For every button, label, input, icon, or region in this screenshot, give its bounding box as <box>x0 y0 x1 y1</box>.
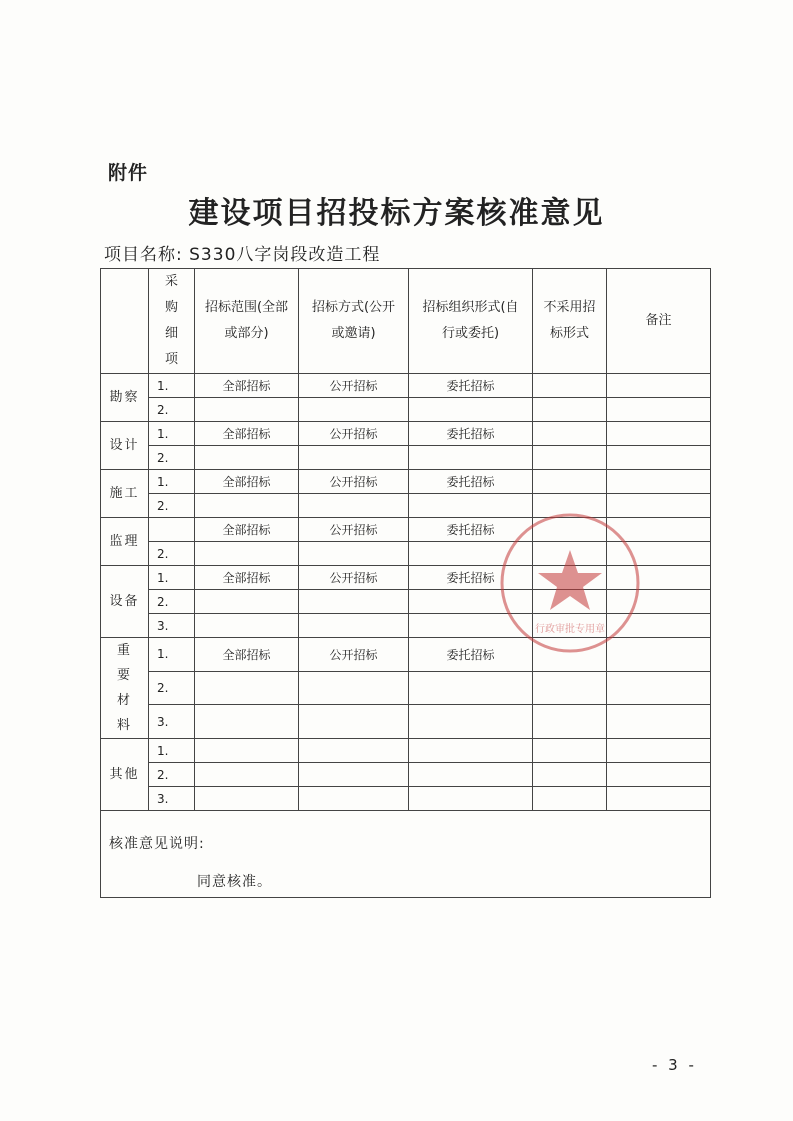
remark-cell <box>607 763 711 787</box>
scope-cell: 全部招标 <box>195 422 299 446</box>
method-cell <box>299 671 409 705</box>
project-label: 项目名称: <box>104 245 183 265</box>
table-row <box>101 739 711 763</box>
nontender-cell <box>533 446 607 470</box>
row-number: 2. <box>149 763 195 787</box>
official-seal <box>497 510 643 656</box>
row-number: 1. <box>149 422 195 446</box>
method-cell <box>299 739 409 763</box>
remark-cell <box>607 422 711 446</box>
scope-cell <box>195 614 299 638</box>
row-number: 2. <box>149 446 195 470</box>
scope-cell <box>195 705 299 739</box>
category-label: 监理 <box>101 518 149 566</box>
row-number: 1. <box>149 374 195 398</box>
seal-text: 行政审批专用章 <box>535 624 605 635</box>
row-number: 1. <box>149 470 195 494</box>
method-cell <box>299 705 409 739</box>
method-cell <box>299 494 409 518</box>
nontender-cell <box>533 763 607 787</box>
header-item: 采购细项 <box>149 269 195 374</box>
seal-star-icon <box>538 550 602 610</box>
row-number: 3. <box>149 705 195 739</box>
method-cell <box>299 763 409 787</box>
table-row <box>101 763 711 787</box>
attachment-label: 附件 <box>108 162 149 184</box>
row-number: 2. <box>149 542 195 566</box>
org-cell: 委托招标 <box>409 470 533 494</box>
scope-cell <box>195 763 299 787</box>
org-cell <box>409 739 533 763</box>
table-row <box>101 398 711 422</box>
row-number: 1. <box>149 566 195 590</box>
scope-cell <box>195 787 299 811</box>
category-label: 其他 <box>101 739 149 811</box>
scope-cell: 全部招标 <box>195 374 299 398</box>
method-cell <box>299 590 409 614</box>
org-cell: 委托招标 <box>409 422 533 446</box>
scope-cell: 全部招标 <box>195 470 299 494</box>
approval-text: 同意核准。 <box>197 874 272 890</box>
table-row <box>101 446 711 470</box>
method-cell: 公开招标 <box>299 422 409 446</box>
org-cell <box>409 763 533 787</box>
header-blank <box>101 269 149 374</box>
table-row <box>101 374 711 398</box>
method-cell <box>299 398 409 422</box>
method-cell <box>299 614 409 638</box>
method-cell: 公开招标 <box>299 374 409 398</box>
method-cell: 公开招标 <box>299 638 409 672</box>
nontender-cell <box>533 671 607 705</box>
scope-cell <box>195 590 299 614</box>
header-nontender: 不采用招标形式 <box>533 269 607 374</box>
header-method: 招标方式(公开或邀请) <box>299 269 409 374</box>
approval-cell <box>101 811 711 898</box>
org-cell: 委托招标 <box>409 566 533 590</box>
nontender-cell <box>533 422 607 446</box>
table-row <box>101 470 711 494</box>
row-number: 2. <box>149 494 195 518</box>
org-cell: 委托招标 <box>409 518 533 542</box>
scope-cell <box>195 739 299 763</box>
method-cell <box>299 787 409 811</box>
approval-row <box>101 811 711 898</box>
org-cell <box>409 398 533 422</box>
scope-cell <box>195 398 299 422</box>
approval-label: 核准意见说明: <box>109 836 205 852</box>
row-number: 2. <box>149 590 195 614</box>
row-number: 3. <box>149 614 195 638</box>
project-name: S330八字岗段改造工程 <box>189 245 381 265</box>
remark-cell <box>607 671 711 705</box>
nontender-cell <box>533 470 607 494</box>
scope-cell: 全部招标 <box>195 566 299 590</box>
nontender-cell <box>533 739 607 763</box>
category-label: 勘察 <box>101 374 149 422</box>
page-number: - 3 - <box>652 1056 697 1074</box>
category-label: 重要材料 <box>101 638 149 739</box>
row-number: 2. <box>149 398 195 422</box>
nontender-cell <box>533 374 607 398</box>
row-number: 2. <box>149 671 195 705</box>
org-cell <box>409 671 533 705</box>
org-cell: 委托招标 <box>409 374 533 398</box>
project-line <box>104 240 380 265</box>
category-label: 施工 <box>101 470 149 518</box>
scope-cell <box>195 446 299 470</box>
scope-cell <box>195 671 299 705</box>
table-row <box>101 787 711 811</box>
header-row <box>101 269 711 374</box>
remark-cell <box>607 374 711 398</box>
scope-cell: 全部招标 <box>195 518 299 542</box>
row-number: 1. <box>149 739 195 763</box>
nontender-cell <box>533 787 607 811</box>
method-cell <box>299 446 409 470</box>
scope-cell: 全部招标 <box>195 638 299 672</box>
remark-cell <box>607 470 711 494</box>
remark-cell <box>607 398 711 422</box>
table-row <box>101 671 711 705</box>
row-number <box>149 518 195 542</box>
header-org: 招标组织形式(自行或委托) <box>409 269 533 374</box>
remark-cell <box>607 787 711 811</box>
method-cell <box>299 542 409 566</box>
scope-cell <box>195 542 299 566</box>
table-row <box>101 705 711 739</box>
org-cell <box>409 705 533 739</box>
table-row <box>101 422 711 446</box>
remark-cell <box>607 739 711 763</box>
header-remark: 备注 <box>607 269 711 374</box>
document-title: 建设项目招投标方案核准意见 <box>188 196 605 231</box>
nontender-cell <box>533 705 607 739</box>
category-label: 设备 <box>101 566 149 638</box>
org-cell <box>409 787 533 811</box>
header-scope: 招标范围(全部或部分) <box>195 269 299 374</box>
nontender-cell <box>533 398 607 422</box>
method-cell: 公开招标 <box>299 566 409 590</box>
org-cell <box>409 446 533 470</box>
org-cell: 委托招标 <box>409 638 533 672</box>
method-cell: 公开招标 <box>299 518 409 542</box>
remark-cell <box>607 446 711 470</box>
remark-cell <box>607 705 711 739</box>
scope-cell <box>195 494 299 518</box>
category-label: 设计 <box>101 422 149 470</box>
method-cell: 公开招标 <box>299 470 409 494</box>
row-number: 1. <box>149 638 195 672</box>
row-number: 3. <box>149 787 195 811</box>
